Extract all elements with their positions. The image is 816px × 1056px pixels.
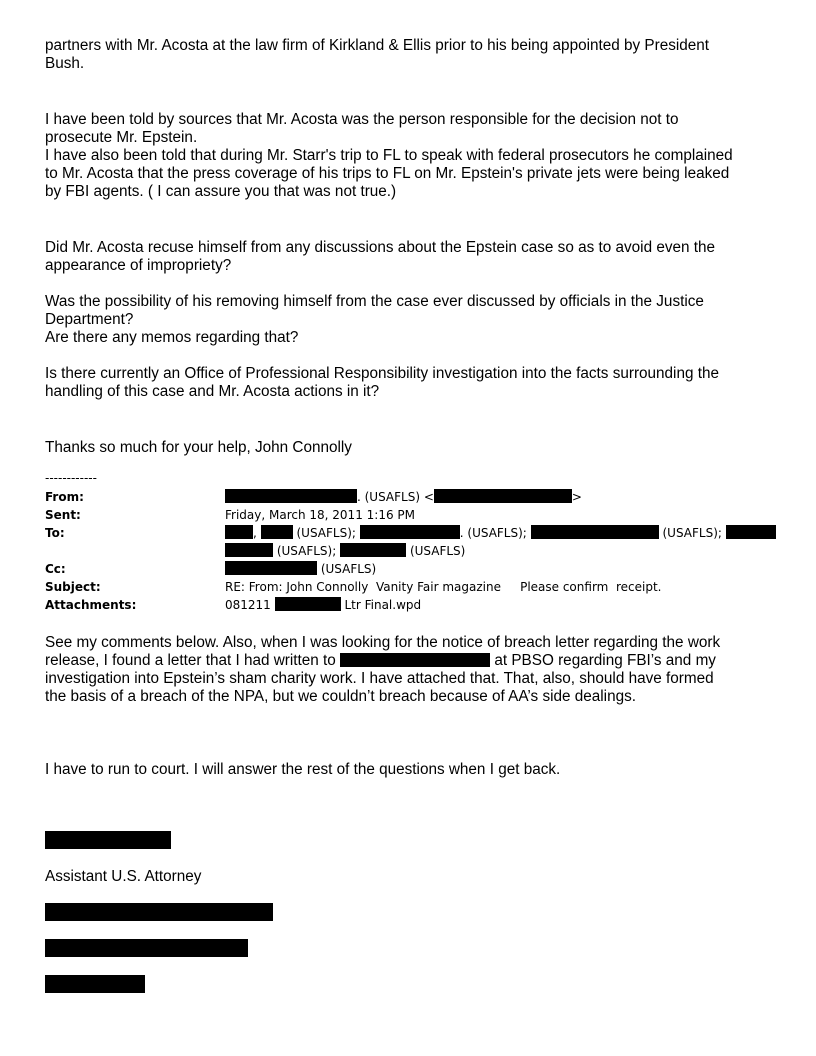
text-line: appearance of impropriety? [45,257,232,274]
to-label: To: [45,526,65,540]
to-value-line-1: , (USAFLS); . (USAFLS); (USAFLS); [225,524,776,542]
body-paragraph-5 [45,365,775,401]
text-line: See my comments below. Also, when I was looking for the notice of breach letter regarding the work [45,634,721,651]
text-line: handling of this case and Mr. Acosta actions in it? [45,383,380,400]
email-header [45,471,785,621]
redaction-block [225,525,253,539]
signature-title [45,868,775,886]
body-paragraph-4 [45,293,775,347]
body-paragraph-2 [45,111,775,201]
court-paragraph [45,761,775,779]
text-line: I have also been told that during Mr. Starr's trip to FL to speak with federal prosecutors he complained [45,147,733,164]
cc-label: Cc: [45,562,66,576]
text-line: the basis of a breach of the NPA, but we couldn’t breach because of AA’s side dealings. [45,688,636,705]
text-line: I have to run to court. I will answer the rest of the questions when I get back. [45,761,561,778]
redaction-block [360,525,460,539]
subject-value: RE: From: John Connolly Vanity Fair magazine Please confirm receipt. [225,580,662,594]
redaction-block [434,489,572,503]
body-paragraph-1 [45,37,775,73]
text-line: to Mr. Acosta that the press coverage of his trips to FL on Mr. Epstein's private jets were being leaked [45,165,730,182]
attachments-label: Attachments: [45,598,137,612]
text-line: Bush. [45,55,85,72]
header-separator: ------------ [45,471,97,485]
redaction-block [340,543,406,557]
attachments-value[interactable]: 081211 Ltr Final.wpd [225,598,422,612]
text-line: Did Mr. Acosta recuse himself from any discussions about the Epstein case so as to avoid even the [45,239,716,256]
text-line: Are there any memos regarding that? [45,329,299,346]
sent-label: Sent: [45,508,81,522]
redacted-signature-line-3 [45,975,145,993]
body-paragraph-6 [45,439,775,457]
text-line: Department? [45,311,134,328]
text-line: Assistant U.S. Attorney [45,868,202,885]
redacted-signature-line-1 [45,903,273,921]
redaction-block [275,597,341,611]
redaction-block [225,543,273,557]
redaction-block [531,525,659,539]
text-line: release, I found a letter that I had written to at PBSO regarding FBI’s and my [45,652,716,669]
from-value: . (USAFLS) < > [225,488,582,506]
text-line: partners with Mr. Acosta at the law firm of Kirkland & Ellis prior to his being appointed by President [45,37,710,54]
redaction-block [225,561,317,575]
redacted-signature-line-2 [45,939,248,957]
redaction-block [225,489,357,503]
redacted-signature-name [45,831,171,849]
text-line: by FBI agents. ( I can assure you that was not true.) [45,183,397,200]
from-label: From: [45,490,84,504]
body-paragraph-3 [45,239,775,275]
redaction-block [340,653,490,667]
text-line: Was the possibility of his removing himself from the case ever discussed by officials in the Justice [45,293,704,310]
text-line: investigation into Epstein’s sham charity work. I have attached that. That, also, should have formed [45,670,714,687]
text-line: Is there currently an Office of Professional Responsibility investigation into the facts surrounding the [45,365,719,382]
text-line: Thanks so much for your help, John Connolly [45,439,352,456]
to-value-line-2: (USAFLS); (USAFLS) [225,542,465,560]
subject-label: Subject: [45,580,101,594]
redaction-block [261,525,293,539]
cc-value: (USAFLS) [225,560,376,578]
reply-paragraph [45,634,775,706]
text-line: prosecute Mr. Epstein. [45,129,198,146]
sent-value: Friday, March 18, 2011 1:16 PM [225,508,415,522]
redaction-block [726,525,776,539]
text-line: I have been told by sources that Mr. Acosta was the person responsible for the decision not to [45,111,679,128]
